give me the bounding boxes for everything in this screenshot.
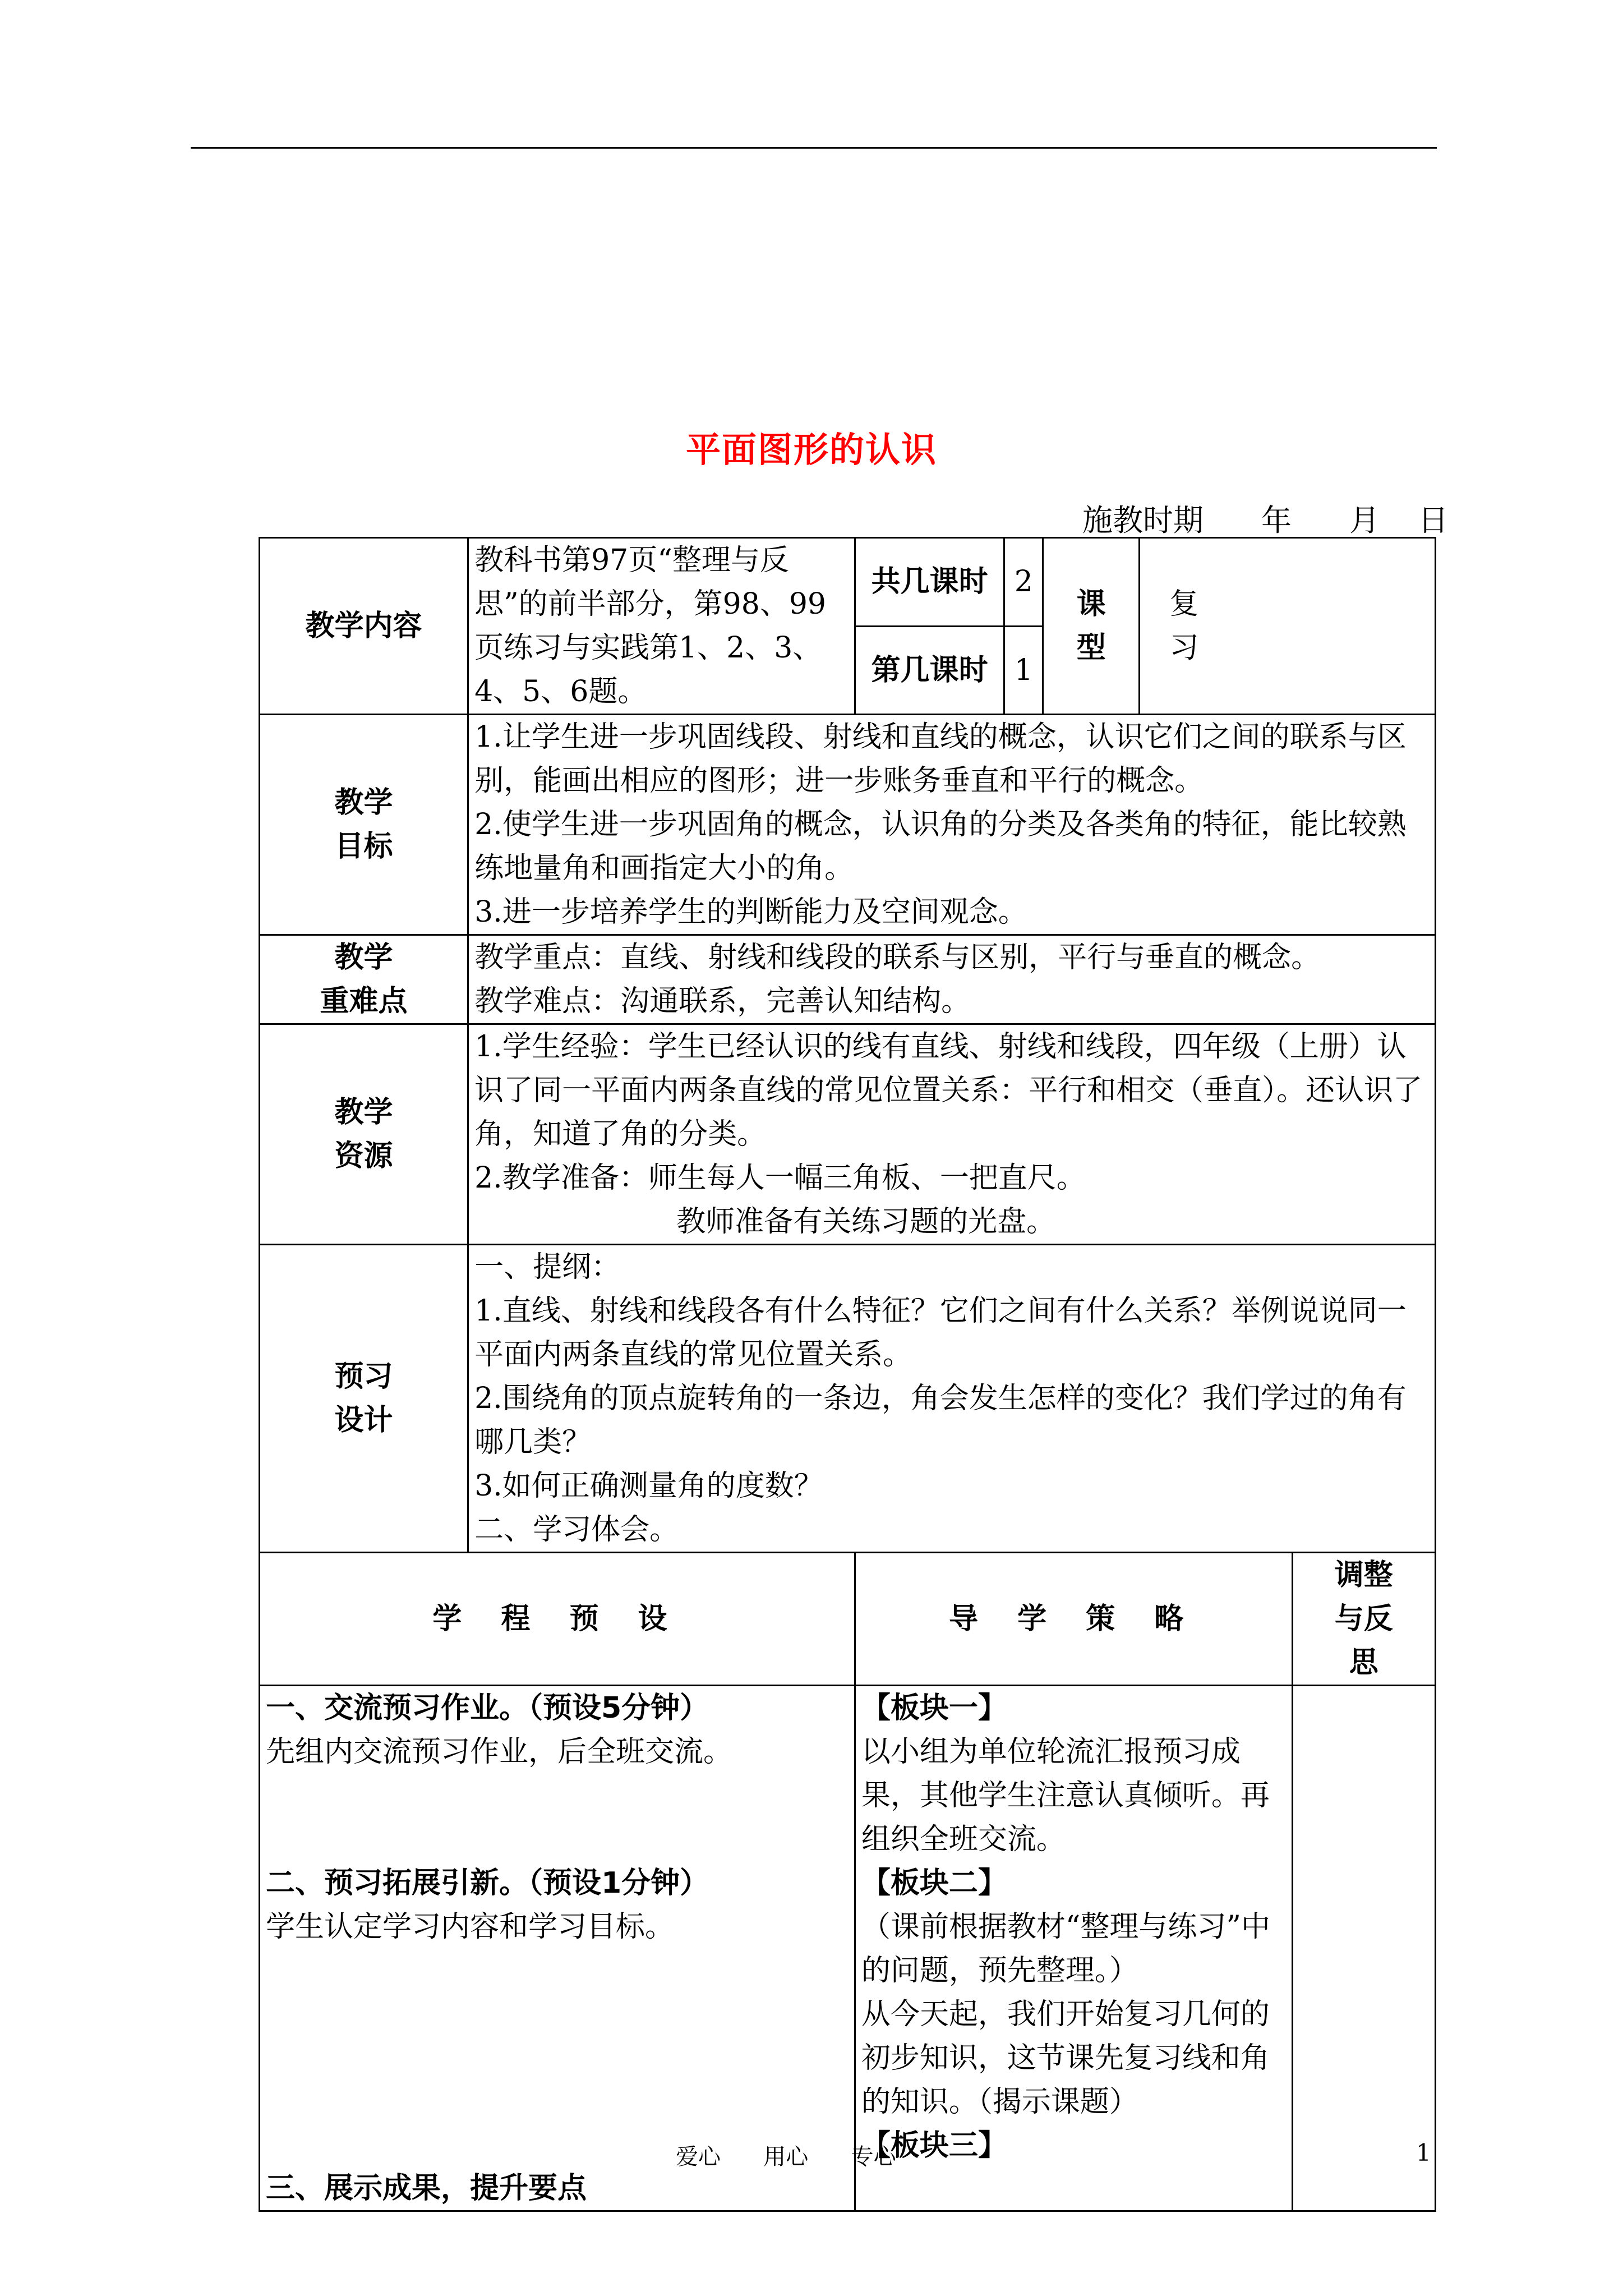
page-number: 1: [1416, 2139, 1431, 2166]
process-step-text: 学生认定学习内容和学习目标。: [266, 1910, 675, 1944]
goals-cell: [468, 715, 1436, 935]
preview-item: 二、学习体会。: [474, 1513, 679, 1547]
keypoint-item: 教学难点：沟通联系，完善认知结构。: [474, 984, 971, 1018]
process-step-text: 先组内交流预习作业，后全班交流。: [266, 1735, 733, 1769]
total-hours-label: 共几课时: [855, 538, 1004, 627]
preview-label: 预习 设计: [260, 1245, 468, 1553]
strategy-cell: [855, 1686, 1292, 2211]
goal-item: 1.让学生进一步巩固线段、射线和直线的概念，认识它们之间的联系与区别，能画出相应的图形；进一步账务垂直和平行的概念。: [474, 720, 1407, 798]
resources-cell: [468, 1024, 1436, 1245]
current-hour-value: 1: [1004, 626, 1043, 715]
lesson-type-label: 课型: [1043, 538, 1140, 715]
keypoints-label: 教学 重难点: [260, 935, 468, 1024]
process-step-title: 一、交流预习作业。（预设5分钟）: [266, 1691, 709, 1725]
col-header-strategy: 导 学 策 略: [855, 1553, 1292, 1686]
strategy-block-title: 【板块一】: [861, 1691, 1007, 1725]
header-rule: [191, 147, 1437, 149]
strategy-block-title: 【板块二】: [861, 1866, 1007, 1900]
goal-item: 2.使学生进一步巩固角的概念，认识角的分类及各类角的特征，能比较熟练地量角和画指定大小的角。: [474, 808, 1407, 885]
resource-item: 1.学生经验：学生已经认识的线有直线、射线和线段，四年级（上册）认识了同一平面内两条直线的常见位置关系：平行和相交（垂直）。还认识了角，知道了角的分类。: [474, 1030, 1423, 1151]
col-header-process: 学 程 预 设: [260, 1553, 855, 1686]
total-hours-value: 2: [1004, 538, 1043, 627]
preview-item: 一、提纲：: [474, 1250, 621, 1284]
content-label: 教学内容: [260, 538, 468, 715]
process-step-title: 二、预习拓展引新。（预设1分钟）: [266, 1866, 709, 1900]
footer-motto: 爱心 用心 专心: [676, 2144, 896, 2170]
resources-label: 教学 资源: [260, 1024, 468, 1245]
lesson-plan-table: [259, 537, 1436, 2212]
content-text: 教科书第97页“整理与反思”的前半部分，第98、99页练习与实践第1、2、3、4、5、6题。: [468, 538, 855, 715]
preview-item: 2.围绕角的顶点旋转角的一条边，角会发生怎样的变化？我们学过的角有哪几类？: [474, 1382, 1407, 1459]
goal-item: 3.进一步培养学生的判断能力及空间观念。: [474, 895, 1027, 929]
strategy-block-text: 从今天起，我们开始复习几何的初步知识，这节课先复习线和角的知识。（揭示课题）: [861, 1998, 1270, 2119]
process-step-title: 三、展示成果，提升要点: [266, 2171, 587, 2205]
date-line: 施教时期 年 月 日: [1082, 503, 1449, 538]
strategy-block-title: 【板块三】: [861, 2129, 1007, 2162]
keypoints-cell: [468, 935, 1436, 1024]
process-cell: [260, 1686, 855, 2211]
resource-item: 教师准备有关练习题的光盘。: [676, 1205, 1056, 1239]
resource-item: 2.教学准备：师生每人一幅三角板、一把直尺。: [474, 1161, 1086, 1195]
page-title: 平面图形的认识: [685, 429, 937, 470]
preview-item: 1.直线、射线和线段各有什么特征？它们之间有什么关系？举例说说同一平面内两条直线的常见位置关系。: [474, 1294, 1407, 1372]
lesson-type-value: 复习: [1140, 538, 1436, 715]
adjust-cell: [1292, 1686, 1436, 2211]
strategy-block-text: （课前根据教材“整理与练习”中的问题，预先整理。）: [861, 1910, 1270, 1987]
preview-cell: [468, 1245, 1436, 1553]
current-hour-label: 第几课时: [855, 626, 1004, 715]
keypoint-item: 教学重点：直线、射线和线段的联系与区别，平行与垂直的概念。: [474, 941, 1321, 974]
strategy-block-text: 以小组为单位轮流汇报预习成果，其他学生注意认真倾听。再组织全班交流。: [861, 1735, 1270, 1856]
col-header-adjust: 调整与反思: [1292, 1553, 1436, 1686]
preview-item: 3.如何正确测量角的度数？: [474, 1469, 823, 1503]
goals-label: 教学 目标: [260, 715, 468, 935]
